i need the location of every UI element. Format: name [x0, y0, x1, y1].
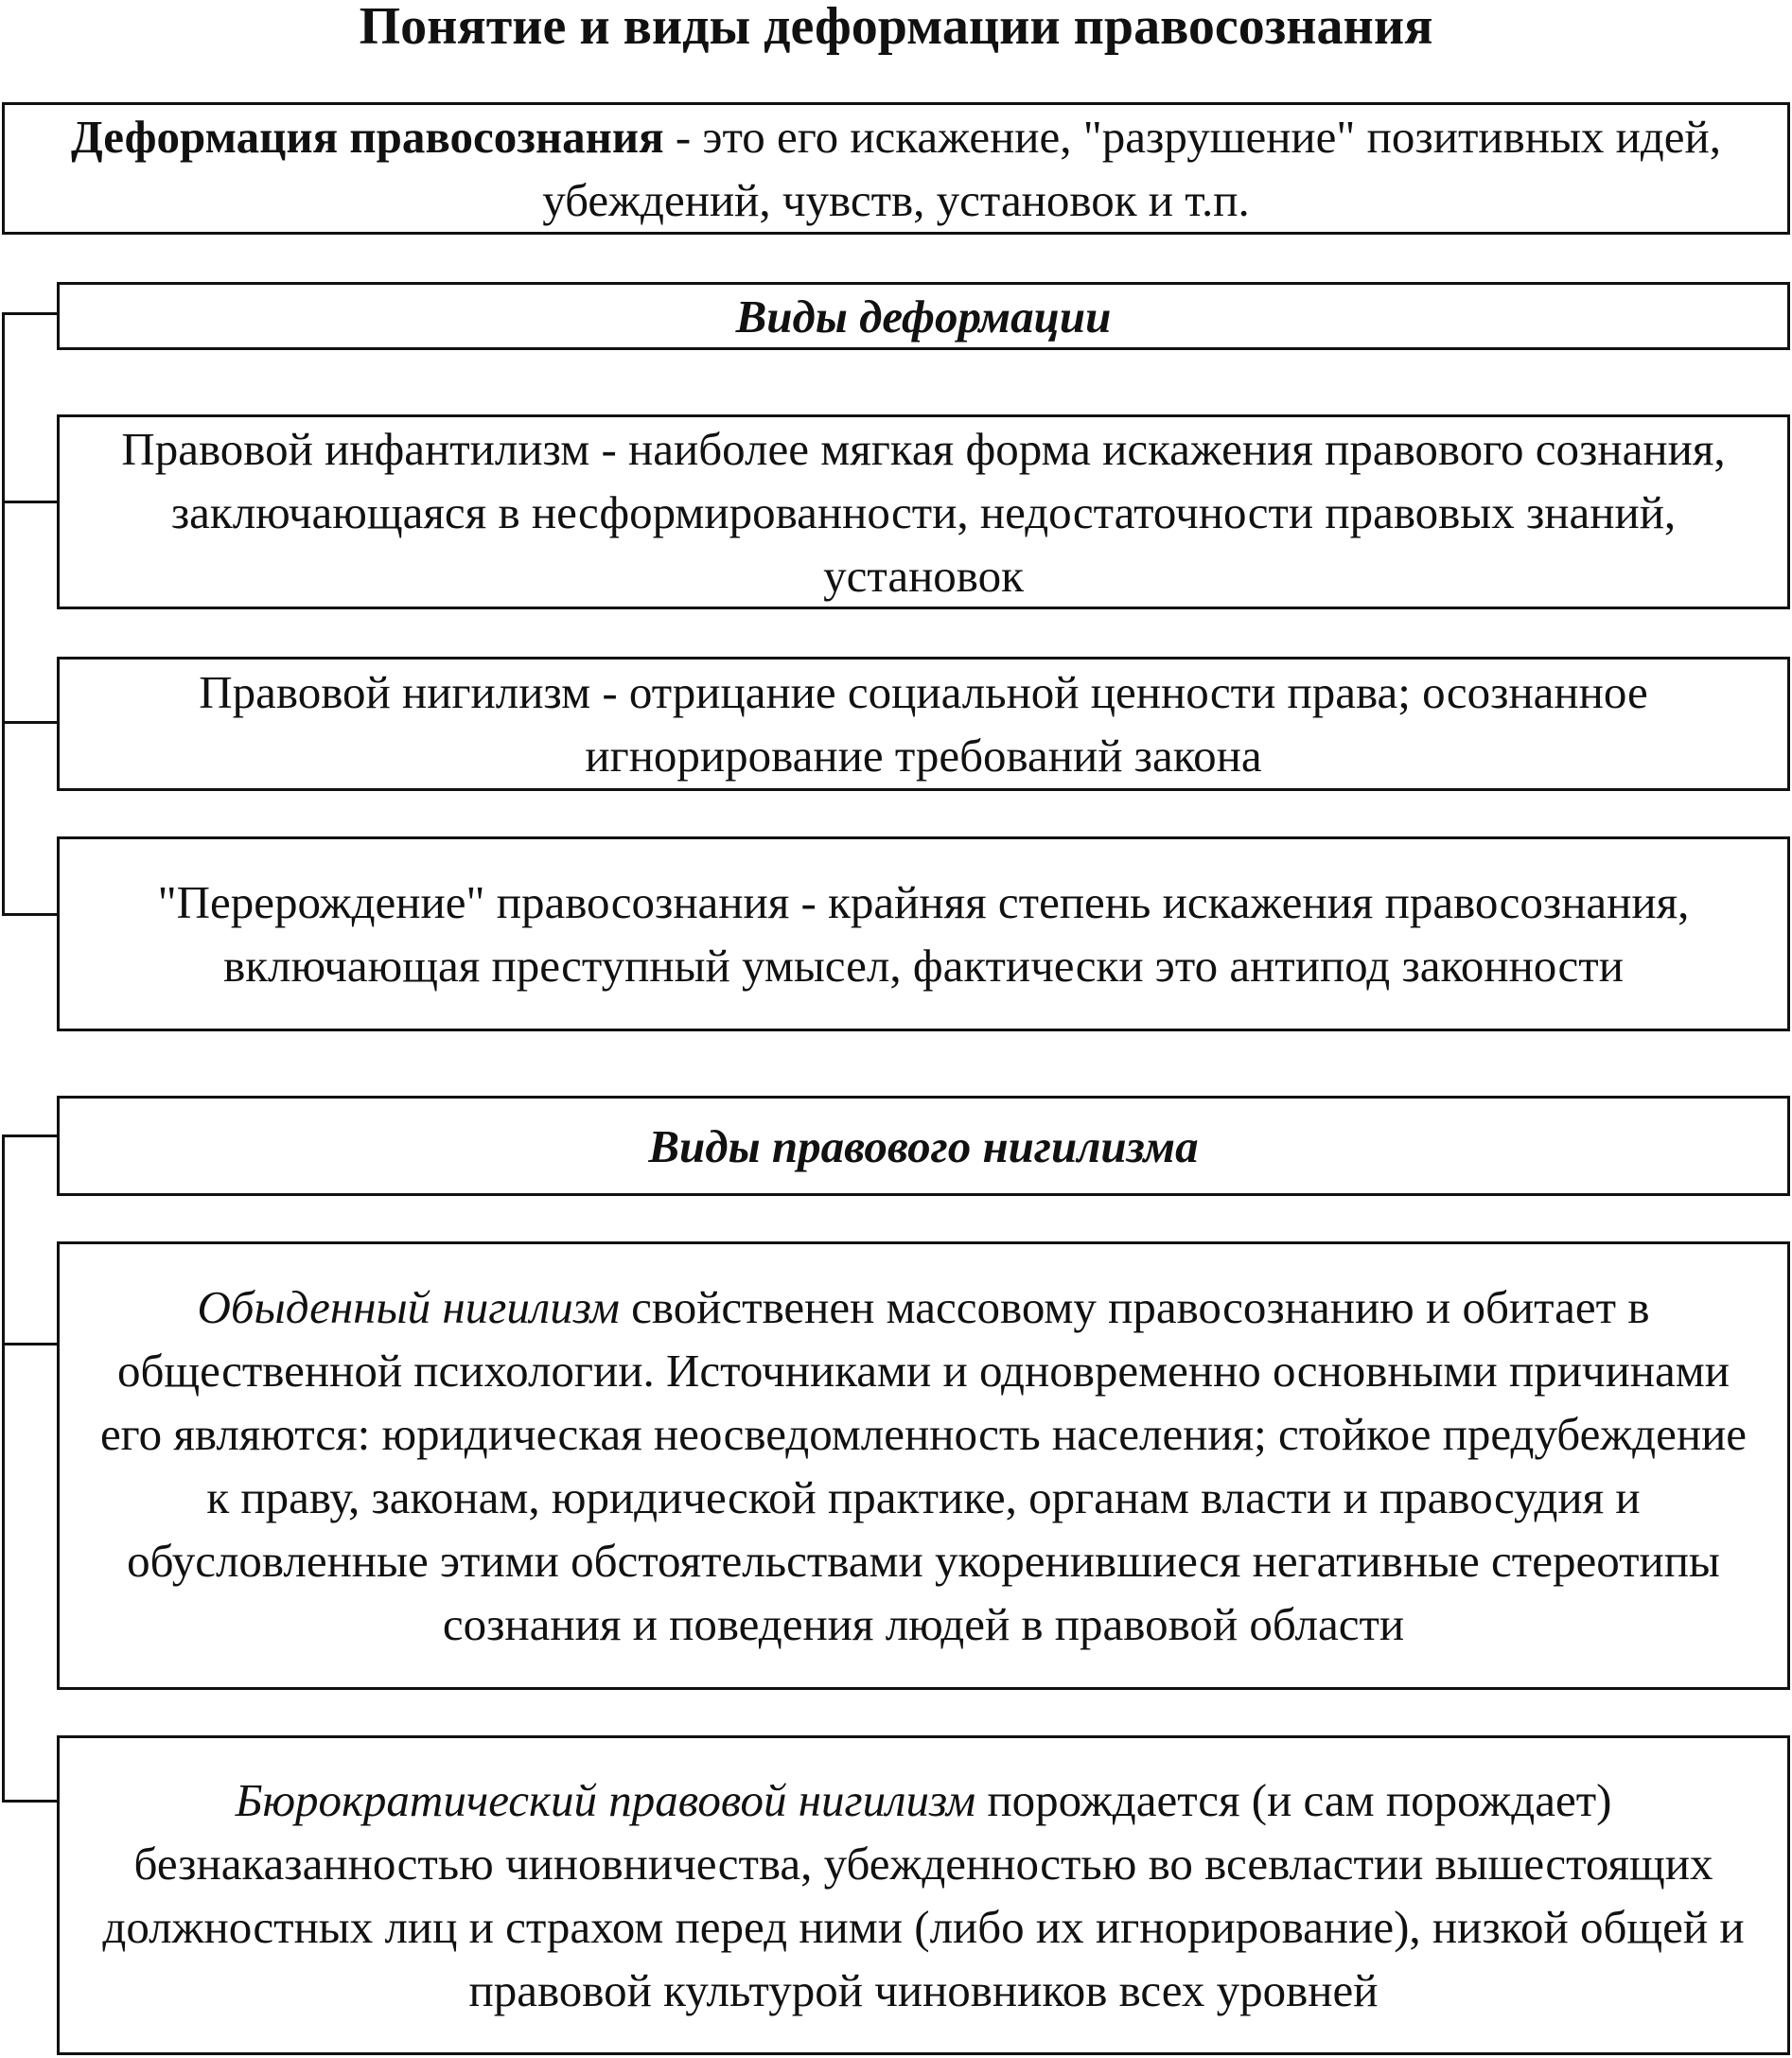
- definition-box: [2, 102, 1790, 235]
- definition-paragraph: [24, 105, 1768, 232]
- deformation-type-nihilism: Правовой нигилизм - отрицание социальной ценности права; осознанное игнорирование требований закона: [57, 657, 1790, 791]
- deformation-type-infantilism: Правовой инфантилизм - наиболее мягкая форма искажения правового сознания, заключающаяся в несформированности, недостаточности правовых знаний, установок: [57, 414, 1790, 609]
- nihilism-connector-header: [2, 1135, 59, 1137]
- page-title: Понятие и виды деформации правосознания: [359, 0, 1433, 56]
- nihilism-type-bureaucratic: [57, 1735, 1790, 2055]
- deformation-connector-vertical: [2, 312, 5, 916]
- nihilism-connector-item-2: [2, 1800, 59, 1803]
- nihilism-type-everyday: [57, 1241, 1790, 1690]
- nihilism-type-bureaucratic-term: Бюрократический правовой нигилизм: [235, 1774, 976, 1826]
- deformation-types-header: Виды деформации: [57, 282, 1790, 350]
- deformation-connector-item-2: [2, 721, 59, 724]
- nihilism-connector-item-1: [2, 1343, 59, 1346]
- nihilism-type-everyday-term: Обыденный нигилизм: [197, 1281, 620, 1333]
- nihilism-type-everyday-text: свойственен массовому правосознанию и обитает в общественной психологии. Источниками и одновременно основными причинами его являются: юридическая неосведомленность населения; стойкое предубеждение к праву, законам, юридической практике, органам власти и правосудия и обусловленные этими обстоятельствами укоренившиеся негативные стереотипы сознания и поведения людей в правовой области: [99, 1281, 1748, 1650]
- nihilism-types-header: Виды правового нигилизма: [57, 1096, 1790, 1196]
- deformation-connector-header: [2, 312, 59, 315]
- deformation-connector-item-3: [2, 913, 59, 916]
- nihilism-connector-vertical: [2, 1135, 5, 1803]
- deformation-type-degeneration: "Перерождение" правосознания - крайняя степень искажения правосознания, включающая преступный умысел, фактически это антипод законности: [57, 836, 1790, 1031]
- definition-term: Деформация правосознания: [71, 111, 664, 163]
- definition-text: - это его искажение, "разрушение" позитивных идей, убеждений, чувств, установок и т.п.: [542, 111, 1721, 226]
- deformation-connector-item-1: [2, 501, 59, 503]
- nihilism-type-bureaucratic-text: порождается (и сам порождает) безнаказанностью чиновничества, убежденностью во всевластии вышестоящих должностных лиц и страхом перед ними (либо их игнорирование), низкой общей и правовой культурой чиновников всех уровней: [102, 1774, 1745, 2016]
